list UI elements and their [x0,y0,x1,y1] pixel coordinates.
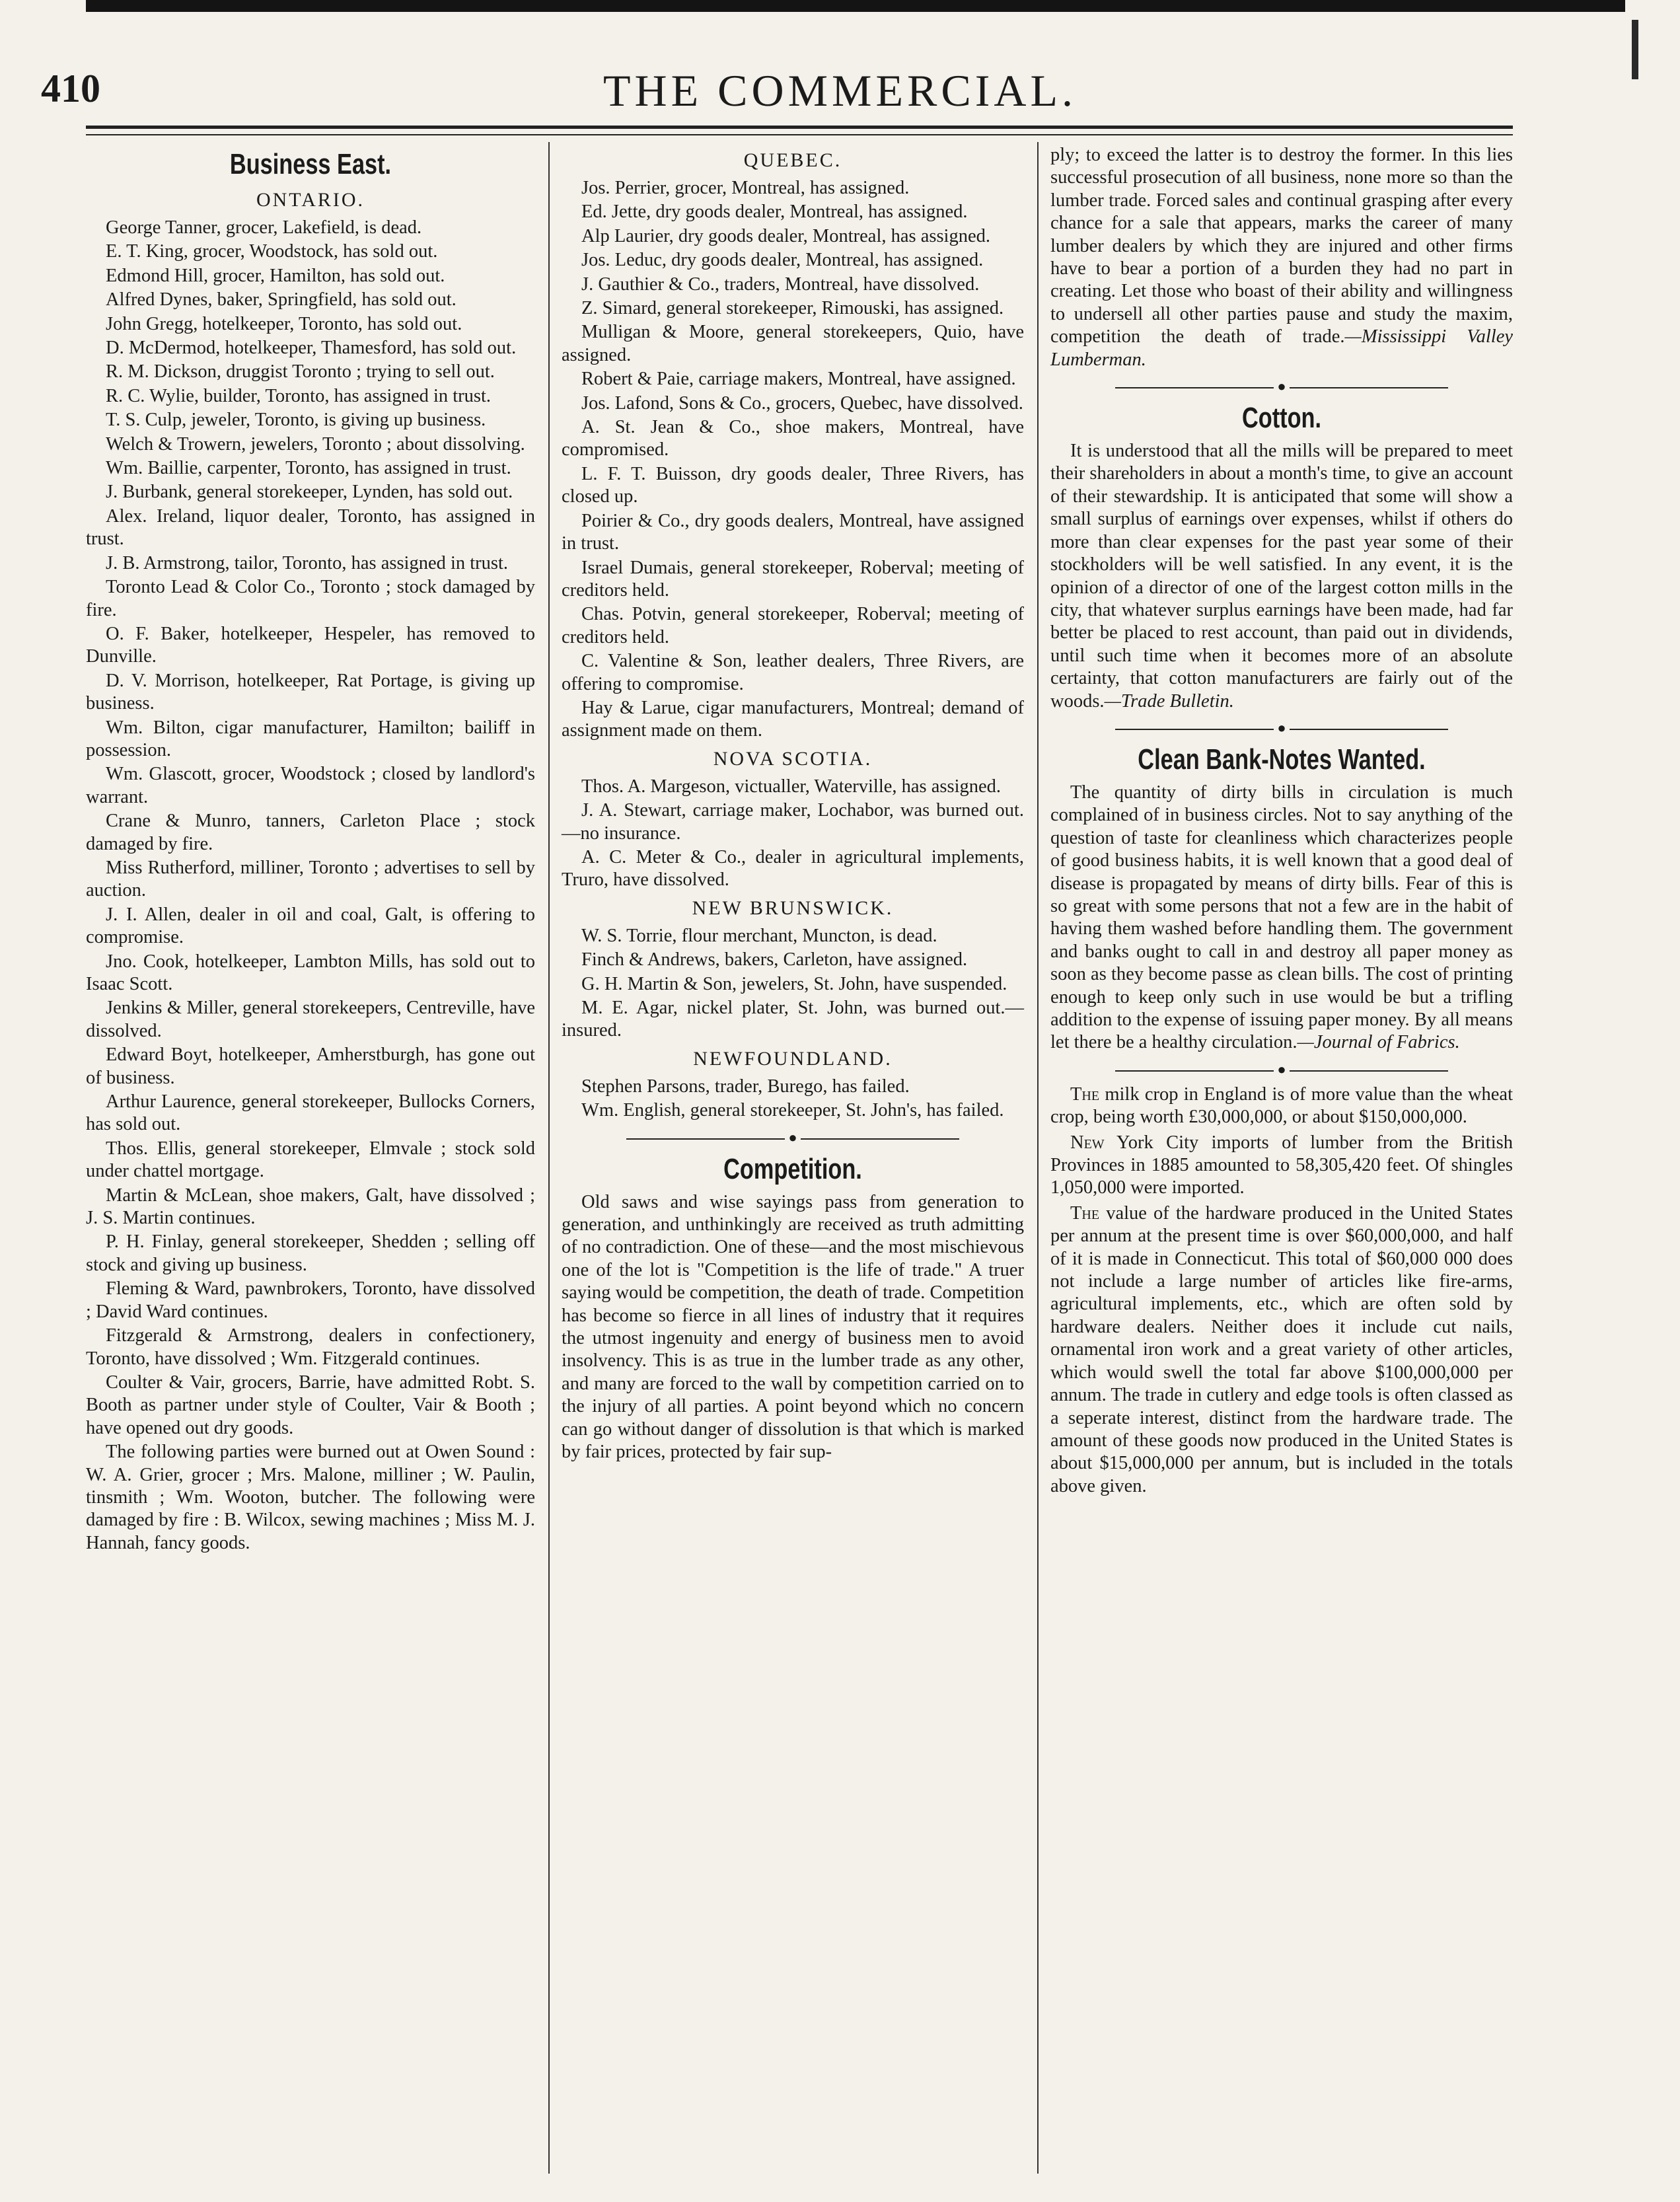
list-item: Finch & Andrews, bakers, Carleton, have assigned. [581,949,968,971]
milk-crop-item: The milk crop in England is of more value than the wheat crop, being worth £30,000,000, or about $150,000,000. [1050,1083,1513,1128]
list-item: Jenkins & Miller, general storekeepers, Centreville, have dissolved. [86,998,535,1041]
section-heading-bank-notes: Clean Bank-Notes Wanted. [1138,743,1426,776]
list-item: D. McDermod, hotelkeeper, Thamesford, has sold out. [106,338,517,359]
list-item: Poirier & Co., dry goods dealers, Montreal, have assigned in trust. [562,510,1024,554]
list-item: J. A. Stewart, carriage maker, Lochabor, was burned out.—no insurance. [562,800,1024,844]
list-item: W. S. Torrie, flour merchant, Muncton, is dead. [581,925,937,946]
list-item: Fitzgerald & Armstrong, dealers in confectionery, Toronto, have dissolved ; Wm. Fitzgerald continues. [86,1325,535,1369]
province-heading-nova-scotia: NOVA SCOTIA. [713,747,873,770]
list-item: Wm. Baillie, carpenter, Toronto, has assigned in trust. [106,458,511,479]
list-item: Arthur Laurence, general storekeeper, Bullocks Corners, has sold out. [86,1091,535,1135]
list-item: Wm. Bilton, cigar manufacturer, Hamilton; bailiff in possession. [86,717,535,760]
header-rule-thin [86,134,1513,135]
list-item: R. C. Wylie, builder, Toronto, has assigned in trust. [106,385,492,406]
list-item: The following parties were burned out at Owen Sound : W. A. Grier, grocer ; Mrs. Malone, milliner ; W. Paulin, tinsmith ; Wm. Wooton, butcher. The following were damaged by fire : B. Wilcox, sewing machines ; Miss M. J. Hannah, fancy goods. [86,1442,535,1553]
list-item: R. M. Dickson, druggist Toronto ; trying to sell out. [106,361,495,383]
column-1 [86,144,535,1556]
ornament-divider: ● [1050,377,1513,396]
list-item: Edward Boyt, hotelkeeper, Amherstburgh, has gone out of business. [86,1045,535,1088]
list-item: Martin & McLean, shoe makers, Galt, have dissolved ; J. S. Martin continues. [86,1185,535,1229]
competition-text: Old saws and wise sayings pass from generation to generation, and unthinkingly are received as truth admitting of no contradiction. One of these—and the most mischievous one of the lot is "Competition is the life of trade." A truer saying would be competition, the death of trade. Competition has become so fierce in all lines of industry that it requires the utmost ingenuity and energy of business men to avoid insolvency. This is as true in the lumber trade as any other, and many are forced to the wall by competition carried on to the injury of all parties. A point beyond which no concern can go without danger of dissolution is that which is marked by fair prices, protected by fair sup- [562,1191,1024,1463]
new-brunswick-list [562,925,1024,1043]
newfoundland-list [562,1076,1024,1122]
list-item: T. S. Culp, jeweler, Toronto, is giving up business. [106,410,486,431]
list-item: Chas. Potvin, general storekeeper, Roberval; meeting of creditors held. [562,604,1024,647]
list-item: J. Burbank, general storekeeper, Lynden, has sold out. [106,482,513,503]
ontario-list [86,217,535,1555]
list-item: Stephen Parsons, trader, Burego, has failed. [581,1076,910,1097]
province-heading-new-brunswick: NEW BRUNSWICK. [692,897,894,919]
province-heading-ontario: ONTARIO. [256,189,365,211]
list-item: Jos. Perrier, grocer, Montreal, has assigned. [581,178,910,198]
section-heading-competition: Competition. [723,1152,862,1185]
column-divider [1037,142,1039,2174]
column-2 [562,144,1024,1467]
section-heading-business-east: Business East. [229,148,392,180]
list-item: Fleming & Ward, pawnbrokers, Toronto, have dissolved ; David Ward continues. [86,1278,535,1322]
list-item: Hay & Larue, cigar manufacturers, Montreal; demand of assignment made on them. [562,697,1024,741]
list-item: John Gregg, hotelkeeper, Toronto, has sold out. [106,313,462,334]
list-item: M. E. Agar, nickel plater, St. John, was burned out.—insured. [562,998,1024,1041]
hardware-item: The value of the hardware produced in the United States per annum at the present time is over $60,000,000, and half of it is made in Connecticut. This total of $60,000 000 does not include a large number of articles like fire-arms, agricultural implements, etc., which are often sold by hardware dealers. Neither does it include cut nails, ornamental iron work and a great variety of other articles, which would swell the total far above $100,000,000 per annum. The trade in cutlery and edge tools is often classed as a seperate interest, distinct from the hardware trade. The amount of these goods now produced in the United States is about $15,000,000 per annum, but is included in the totals above given. [1050,1202,1513,1496]
header-rule [86,126,1513,129]
list-item: G. H. Martin & Son, jewelers, St. John, have suspended. [581,973,1007,994]
column-divider [548,142,550,2174]
list-item: L. F. T. Buisson, dry goods dealer, Three Rivers, has closed up. [562,463,1024,507]
cotton-source: —Trade Bulletin. [1104,690,1234,712]
province-heading-quebec: QUEBEC. [743,149,842,171]
list-item: George Tanner, grocer, Lakefield, is dead. [106,217,422,238]
bank-notes-source: —Journal of Fabrics. [1297,1032,1460,1053]
list-item: Z. Simard, general storekeeper, Rimouski, has assigned. [581,298,1004,319]
section-heading-cotton: Cotton. [1241,402,1322,435]
list-item: Coulter & Vair, grocers, Barrie, have admitted Robt. S. Booth as partner under style of Coulter, Vair & Booth ; have opened out dry goods. [86,1372,535,1438]
list-item: Jos. Leduc, dry goods dealer, Montreal, has assigned. [581,250,984,271]
quebec-list [562,177,1024,743]
list-item: A. St. Jean & Co., shoe makers, Montreal, have compromised. [562,417,1024,460]
list-item: Robert & Paie, carriage makers, Montreal, have assigned. [581,369,1016,390]
list-item: C. Valentine & Son, leather dealers, Three Rivers, are offering to compromise. [562,651,1024,694]
list-item: Toronto Lead & Color Co., Toronto ; stock damaged by fire. [86,577,535,620]
list-item: Ed. Jette, dry goods dealer, Montreal, has assigned. [581,202,968,223]
competition-text-continued: ply; to exceed the latter is to destroy the former. In this lies successful prosecution of all business, none more so than the lumber trade. Forced sales and continual grasping after every chance for a sale that appears, marks the career of many lumber dealers by which they are injured and other firms have to bear a portion of a burden they had no part in creating. Let those who boast of their ability and willingness to undersell all other parties pause and study the maxim, competition the death of trade.—Mississippi Valley Lumberman. [1050,145,1514,370]
list-item: Israel Dumais, general storekeeper, Roberval; meeting of creditors held. [562,557,1024,601]
list-item: Edmond Hill, grocer, Hamilton, has sold out. [106,265,445,286]
list-item: Jos. Lafond, Sons & Co., grocers, Quebec, have dissolved. [581,392,1023,414]
list-item: Wm. Glascott, grocer, Woodstock ; closed by landlord's warrant. [86,764,535,807]
list-item: Alex. Ireland, liquor dealer, Toronto, has assigned in trust. [86,505,535,550]
competition-source: —Mississippi Valley Lumberman. [1050,326,1514,370]
ornament-divider: ● [1050,1060,1513,1080]
list-item: Thos. Ellis, general storekeeper, Elmvale ; stock sold under chattel mortgage. [86,1138,535,1182]
nova-scotia-list [562,776,1024,892]
list-item: Thos. A. Margeson, victualler, Waterville, has assigned. [581,776,1002,797]
page-number: 410 [41,67,100,110]
list-item: J. I. Allen, dealer in oil and coal, Galt, is offering to compromise. [86,904,535,948]
top-edge-bar [86,0,1625,12]
list-item: Welch & Trowern, jewelers, Toronto ; about dissolving. [106,433,525,455]
lumber-imports-item: New York City imports of lumber from the British Provinces in 1885 amounted to 58,305,420 feet. Of shingles 1,050,000 were imported. [1050,1132,1513,1198]
list-item: D. V. Morrison, hotelkeeper, Rat Portage, is giving up business. [86,670,535,714]
list-item: J. Gauthier & Co., traders, Montreal, have dissolved. [581,274,980,295]
cotton-text: It is understood that all the mills will be prepared to meet their shareholders in about a month's time, to give an account of their stewardship. It is anticipated that some will show a small surplus of earnings over expenses, whilst if others do more than clear expenses for the past year some of their stockholders will be well satisfied. In any event, it is the opinion of a director of one of the largest cotton mills in the city, that whatever surplus earnings have been made, had far better be placed to rest account, than paid out in dividends, until such time when it becomes more of an absolute certainty, that cotton manufacturers are fairly out of the woods.—Trade Bulletin. [1050,441,1513,712]
list-item: Mulligan & Moore, general storekeepers, Quio, have assigned. [562,322,1024,365]
ornament-divider: ● [1050,718,1513,738]
list-item: A. C. Meter & Co., dealer in agricultural implements, Truro, have dissolved. [562,846,1024,891]
ornament-divider: ● [562,1128,1024,1148]
list-item: J. B. Armstrong, tailor, Toronto, has assigned in trust. [106,552,509,573]
list-item: Alp Laurier, dry goods dealer, Montreal, has assigned. [581,225,990,246]
province-heading-newfoundland: NEWFOUNDLAND. [693,1047,893,1070]
list-item: Wm. English, general storekeeper, St. John's, has failed. [581,1100,1004,1121]
list-item: P. H. Finlay, general storekeeper, Shedden ; selling off stock and giving up business. [86,1231,535,1275]
list-item: O. F. Baker, hotelkeeper, Hespeler, has removed to Dunville. [86,623,535,667]
list-item: Crane & Munro, tanners, Carleton Place ; stock damaged by fire. [86,811,535,854]
masthead-title: THE COMMERCIAL. [603,65,1077,116]
list-item: E. T. King, grocer, Woodstock, has sold out. [106,241,438,262]
list-item: Alfred Dynes, baker, Springfield, has sold out. [106,289,457,311]
list-item: Miss Rutherford, milliner, Toronto ; advertises to sell by auction. [86,857,535,901]
column-3 [1050,144,1513,1500]
list-item: Jno. Cook, hotelkeeper, Lambton Mills, has sold out to Isaac Scott. [86,951,535,994]
bank-notes-text: The quantity of dirty bills in circulation is much complained of in business circles. Not to say anything of the question of taste for cleanliness which characterizes people of good business habits, it is well known that a good deal of disease is propagated by means of dirty bills. Fear of this is so great with some persons that not a few are in the habit of having them washed before handling them. The government and banks ought to call in and destroy all paper money as soon as they become passe as clean bills. The cost of printing enough to keep only such in use would be but a trifling addition to the expense of issuing paper money. By all means let there be a healthy circulation.—Journal of Fabrics. [1050,782,1513,1053]
